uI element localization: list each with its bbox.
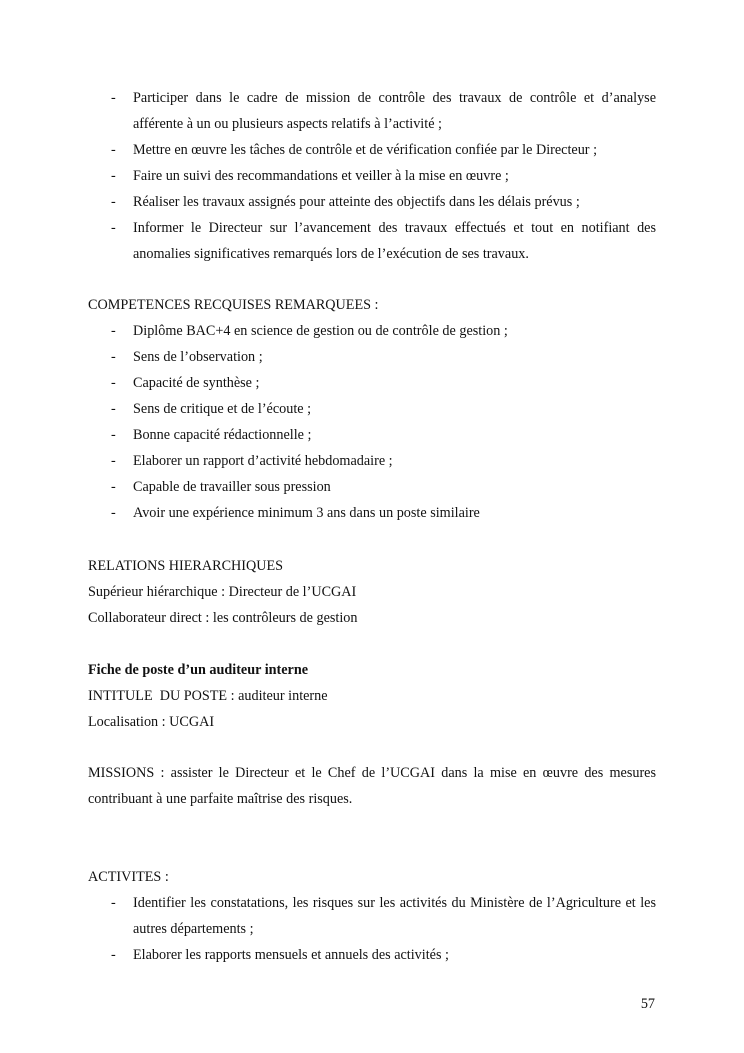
bullet-dash: -	[111, 168, 116, 184]
tasks-list	[88, 85, 656, 267]
bullet-dash: -	[111, 505, 116, 521]
list-item: - Elaborer un rapport d’activité hebdomadaire ;	[88, 448, 656, 474]
bullet-dash: -	[111, 323, 116, 339]
bullet-dash: -	[111, 194, 116, 210]
list-item: - Sens de critique et de l’écoute ;	[88, 396, 656, 422]
competences-heading: COMPETENCES RECQUISES REMARQUEES :	[88, 297, 379, 313]
bullet-dash: -	[111, 375, 116, 391]
list-item: - Participer dans le cadre de mission de contrôle des travaux de contrôle et d’analyse afférente à un ou plusieurs aspects relatifs à l’activité ;	[88, 85, 656, 137]
activites-list	[88, 890, 656, 968]
list-item: - Diplôme BAC+4 en science de gestion ou de contrôle de gestion ;	[88, 318, 656, 344]
list-item: - Bonne capacité rédactionnelle ;	[88, 422, 656, 448]
fiche-section	[88, 657, 656, 735]
competences-section	[88, 292, 656, 526]
bullet-dash: -	[111, 349, 116, 365]
localisation-line: Localisation : UCGAI	[88, 714, 215, 730]
list-item: - Capacité de synthèse ;	[88, 370, 656, 396]
fiche-title: Fiche de poste d’un auditeur interne	[88, 662, 309, 678]
bullet-dash: -	[111, 142, 116, 158]
list-item: - Elaborer les rapports mensuels et annuels des activités ;	[88, 942, 656, 968]
bullet-dash: -	[111, 947, 116, 963]
intitule-line: INTITULE DU POSTE : auditeur interne	[88, 688, 328, 704]
superieur-line: Supérieur hiérarchique : Directeur de l’UCGAI	[88, 584, 357, 600]
missions-section	[88, 760, 656, 812]
list-item: - Faire un suivi des recommandations et veiller à la mise en œuvre ;	[88, 163, 656, 189]
missions-paragraph: MISSIONS : assister le Directeur et le Chef de l’UCGAI dans la mise en œuvre des mesures contribuant à une parfaite maîtrise des risques.	[88, 765, 656, 807]
list-item: - Avoir une expérience minimum 3 ans dans un poste similaire	[88, 500, 656, 526]
bullet-dash: -	[111, 479, 116, 495]
bullet-dash: -	[111, 220, 116, 236]
bullet-dash: -	[111, 895, 116, 911]
bullet-dash: -	[111, 90, 116, 106]
page-number: 57	[640, 996, 655, 1012]
competences-list	[88, 318, 656, 526]
activites-section	[88, 864, 656, 968]
bullet-dash: -	[111, 401, 116, 417]
bullet-dash: -	[111, 427, 116, 443]
list-item: - Réaliser les travaux assignés pour atteinte des objectifs dans les délais prévus ;	[88, 189, 656, 215]
bullet-dash: -	[111, 453, 116, 469]
activites-heading: ACTIVITES :	[88, 869, 169, 885]
list-item: - Sens de l’observation ;	[88, 344, 656, 370]
relations-heading: RELATIONS HIERARCHIQUES	[88, 558, 284, 574]
list-item: - Identifier les constatations, les risques sur les activités du Ministère de l’Agriculture et les autres départements ;	[88, 890, 656, 942]
collaborateur-line: Collaborateur direct : les contrôleurs de gestion	[88, 610, 358, 626]
relations-section	[88, 553, 656, 631]
list-item: - Informer le Directeur sur l’avancement des travaux effectués et tout en notifiant des anomalies significatives remarqués lors de l’exécution de ses travaux.	[88, 215, 656, 267]
tasks-list-block	[88, 85, 656, 267]
list-item: - Capable de travailler sous pression	[88, 474, 656, 500]
list-item: - Mettre en œuvre les tâches de contrôle et de vérification confiée par le Directeur ;	[88, 137, 656, 163]
